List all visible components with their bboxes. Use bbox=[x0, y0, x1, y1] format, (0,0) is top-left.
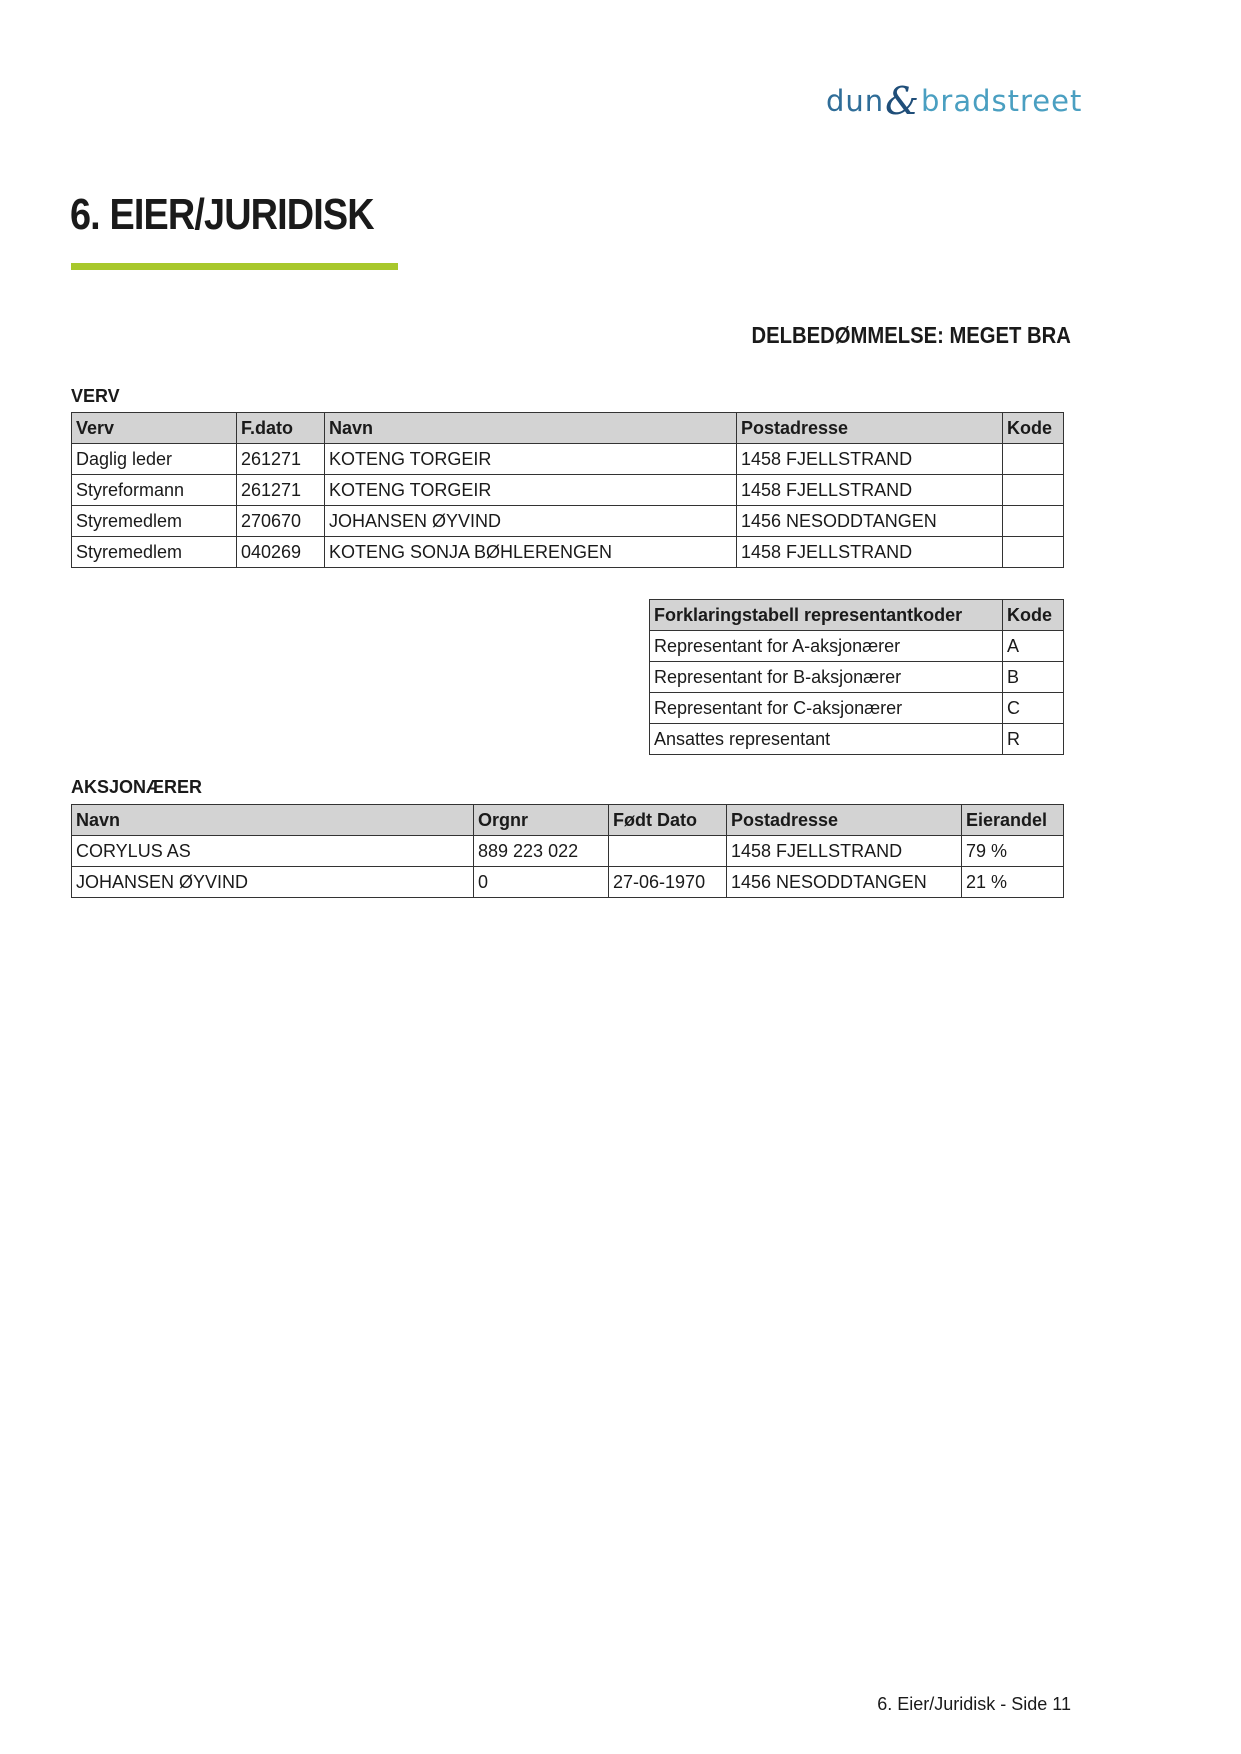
table-row bbox=[72, 537, 1064, 568]
forklaring-cell: Representant for B-aksjonærer bbox=[650, 662, 1003, 693]
verv-col-kode: Kode bbox=[1003, 413, 1064, 444]
aksjonaerer-cell: 1456 NESODDTANGEN bbox=[727, 867, 962, 898]
aksjonaerer-cell: CORYLUS AS bbox=[72, 836, 474, 867]
aksjonaerer-cell: JOHANSEN ØYVIND bbox=[72, 867, 474, 898]
verv-section-label: VERV bbox=[71, 386, 120, 406]
table-row bbox=[650, 631, 1064, 662]
aksjonaerer-col-fodt-dato: Født Dato bbox=[609, 805, 727, 836]
verv-cell bbox=[1003, 475, 1064, 506]
table-row bbox=[650, 662, 1064, 693]
aksjonaerer-col-navn: Navn bbox=[72, 805, 474, 836]
verv-col-fdato: F.dato bbox=[237, 413, 325, 444]
verv-col-verv: Verv bbox=[72, 413, 237, 444]
aksjonaerer-cell: 27-06-1970 bbox=[609, 867, 727, 898]
logo-text-bradstreet: bradstreet bbox=[921, 84, 1083, 118]
table-row bbox=[72, 867, 1064, 898]
aksjonaerer-cell: 0 bbox=[474, 867, 609, 898]
verv-cell: Daglig leder bbox=[72, 444, 237, 475]
aksjonaerer-cell: 21 % bbox=[962, 867, 1064, 898]
forklaring-cell: R bbox=[1003, 724, 1064, 755]
verv-cell: KOTENG TORGEIR bbox=[325, 444, 737, 475]
verv-cell: KOTENG SONJA BØHLERENGEN bbox=[325, 537, 737, 568]
verv-cell: 1456 NESODDTANGEN bbox=[737, 506, 1003, 537]
logo-text-dun: dun bbox=[826, 84, 885, 118]
aksjonaerer-header-row bbox=[72, 805, 1064, 836]
aksjonaerer-cell: 1458 FJELLSTRAND bbox=[727, 836, 962, 867]
verv-col-navn: Navn bbox=[325, 413, 737, 444]
verv-cell: JOHANSEN ØYVIND bbox=[325, 506, 737, 537]
table-row bbox=[72, 506, 1064, 537]
forklaring-header-row bbox=[650, 600, 1064, 631]
logo-ampersand: & bbox=[885, 79, 920, 123]
verv-header-row bbox=[72, 413, 1064, 444]
forklaring-cell: Ansattes representant bbox=[650, 724, 1003, 755]
aksjonaerer-cell: 79 % bbox=[962, 836, 1064, 867]
forklaring-table bbox=[649, 599, 1064, 755]
aksjonaerer-cell: 889 223 022 bbox=[474, 836, 609, 867]
aksjonaerer-section-label: AKSJONÆRER bbox=[71, 777, 203, 797]
verv-cell: 1458 FJELLSTRAND bbox=[737, 537, 1003, 568]
verv-cell: Styreformann bbox=[72, 475, 237, 506]
forklaring-cell: A bbox=[1003, 631, 1064, 662]
table-row bbox=[72, 444, 1064, 475]
aksjonaerer-col-postadresse: Postadresse bbox=[727, 805, 962, 836]
verv-cell bbox=[1003, 506, 1064, 537]
forklaring-col-desc: Forklaringstabell representantkoder bbox=[650, 600, 1003, 631]
aksjonaerer-table bbox=[71, 804, 1064, 898]
aksjonaerer-col-eierandel: Eierandel bbox=[962, 805, 1064, 836]
verv-cell: 270670 bbox=[237, 506, 325, 537]
verv-cell: KOTENG TORGEIR bbox=[325, 475, 737, 506]
verv-cell: 040269 bbox=[237, 537, 325, 568]
verv-col-postadresse: Postadresse bbox=[737, 413, 1003, 444]
aksjonaerer-col-orgnr: Orgnr bbox=[474, 805, 609, 836]
table-row bbox=[650, 724, 1064, 755]
page-footer: 6. Eier/Juridisk - Side 11 bbox=[877, 1694, 1071, 1714]
verv-cell: 261271 bbox=[237, 444, 325, 475]
verv-table bbox=[71, 412, 1064, 568]
aksjonaerer-cell bbox=[609, 836, 727, 867]
rating-heading: DELBEDØMMELSE: MEGET BRA bbox=[751, 322, 1071, 348]
title-underline bbox=[71, 263, 398, 270]
verv-cell bbox=[1003, 444, 1064, 475]
forklaring-cell: Representant for A-aksjonærer bbox=[650, 631, 1003, 662]
verv-cell: Styremedlem bbox=[72, 537, 237, 568]
dun-bradstreet-logo bbox=[826, 78, 1083, 124]
verv-cell: 1458 FJELLSTRAND bbox=[737, 475, 1003, 506]
verv-cell bbox=[1003, 537, 1064, 568]
page-title: 6. EIER/JURIDISK bbox=[70, 190, 374, 239]
forklaring-cell: B bbox=[1003, 662, 1064, 693]
forklaring-cell: C bbox=[1003, 693, 1064, 724]
forklaring-col-kode: Kode bbox=[1003, 600, 1064, 631]
verv-cell: Styremedlem bbox=[72, 506, 237, 537]
table-row bbox=[650, 693, 1064, 724]
table-row bbox=[72, 836, 1064, 867]
table-row bbox=[72, 475, 1064, 506]
verv-cell: 1458 FJELLSTRAND bbox=[737, 444, 1003, 475]
verv-cell: 261271 bbox=[237, 475, 325, 506]
forklaring-cell: Representant for C-aksjonærer bbox=[650, 693, 1003, 724]
